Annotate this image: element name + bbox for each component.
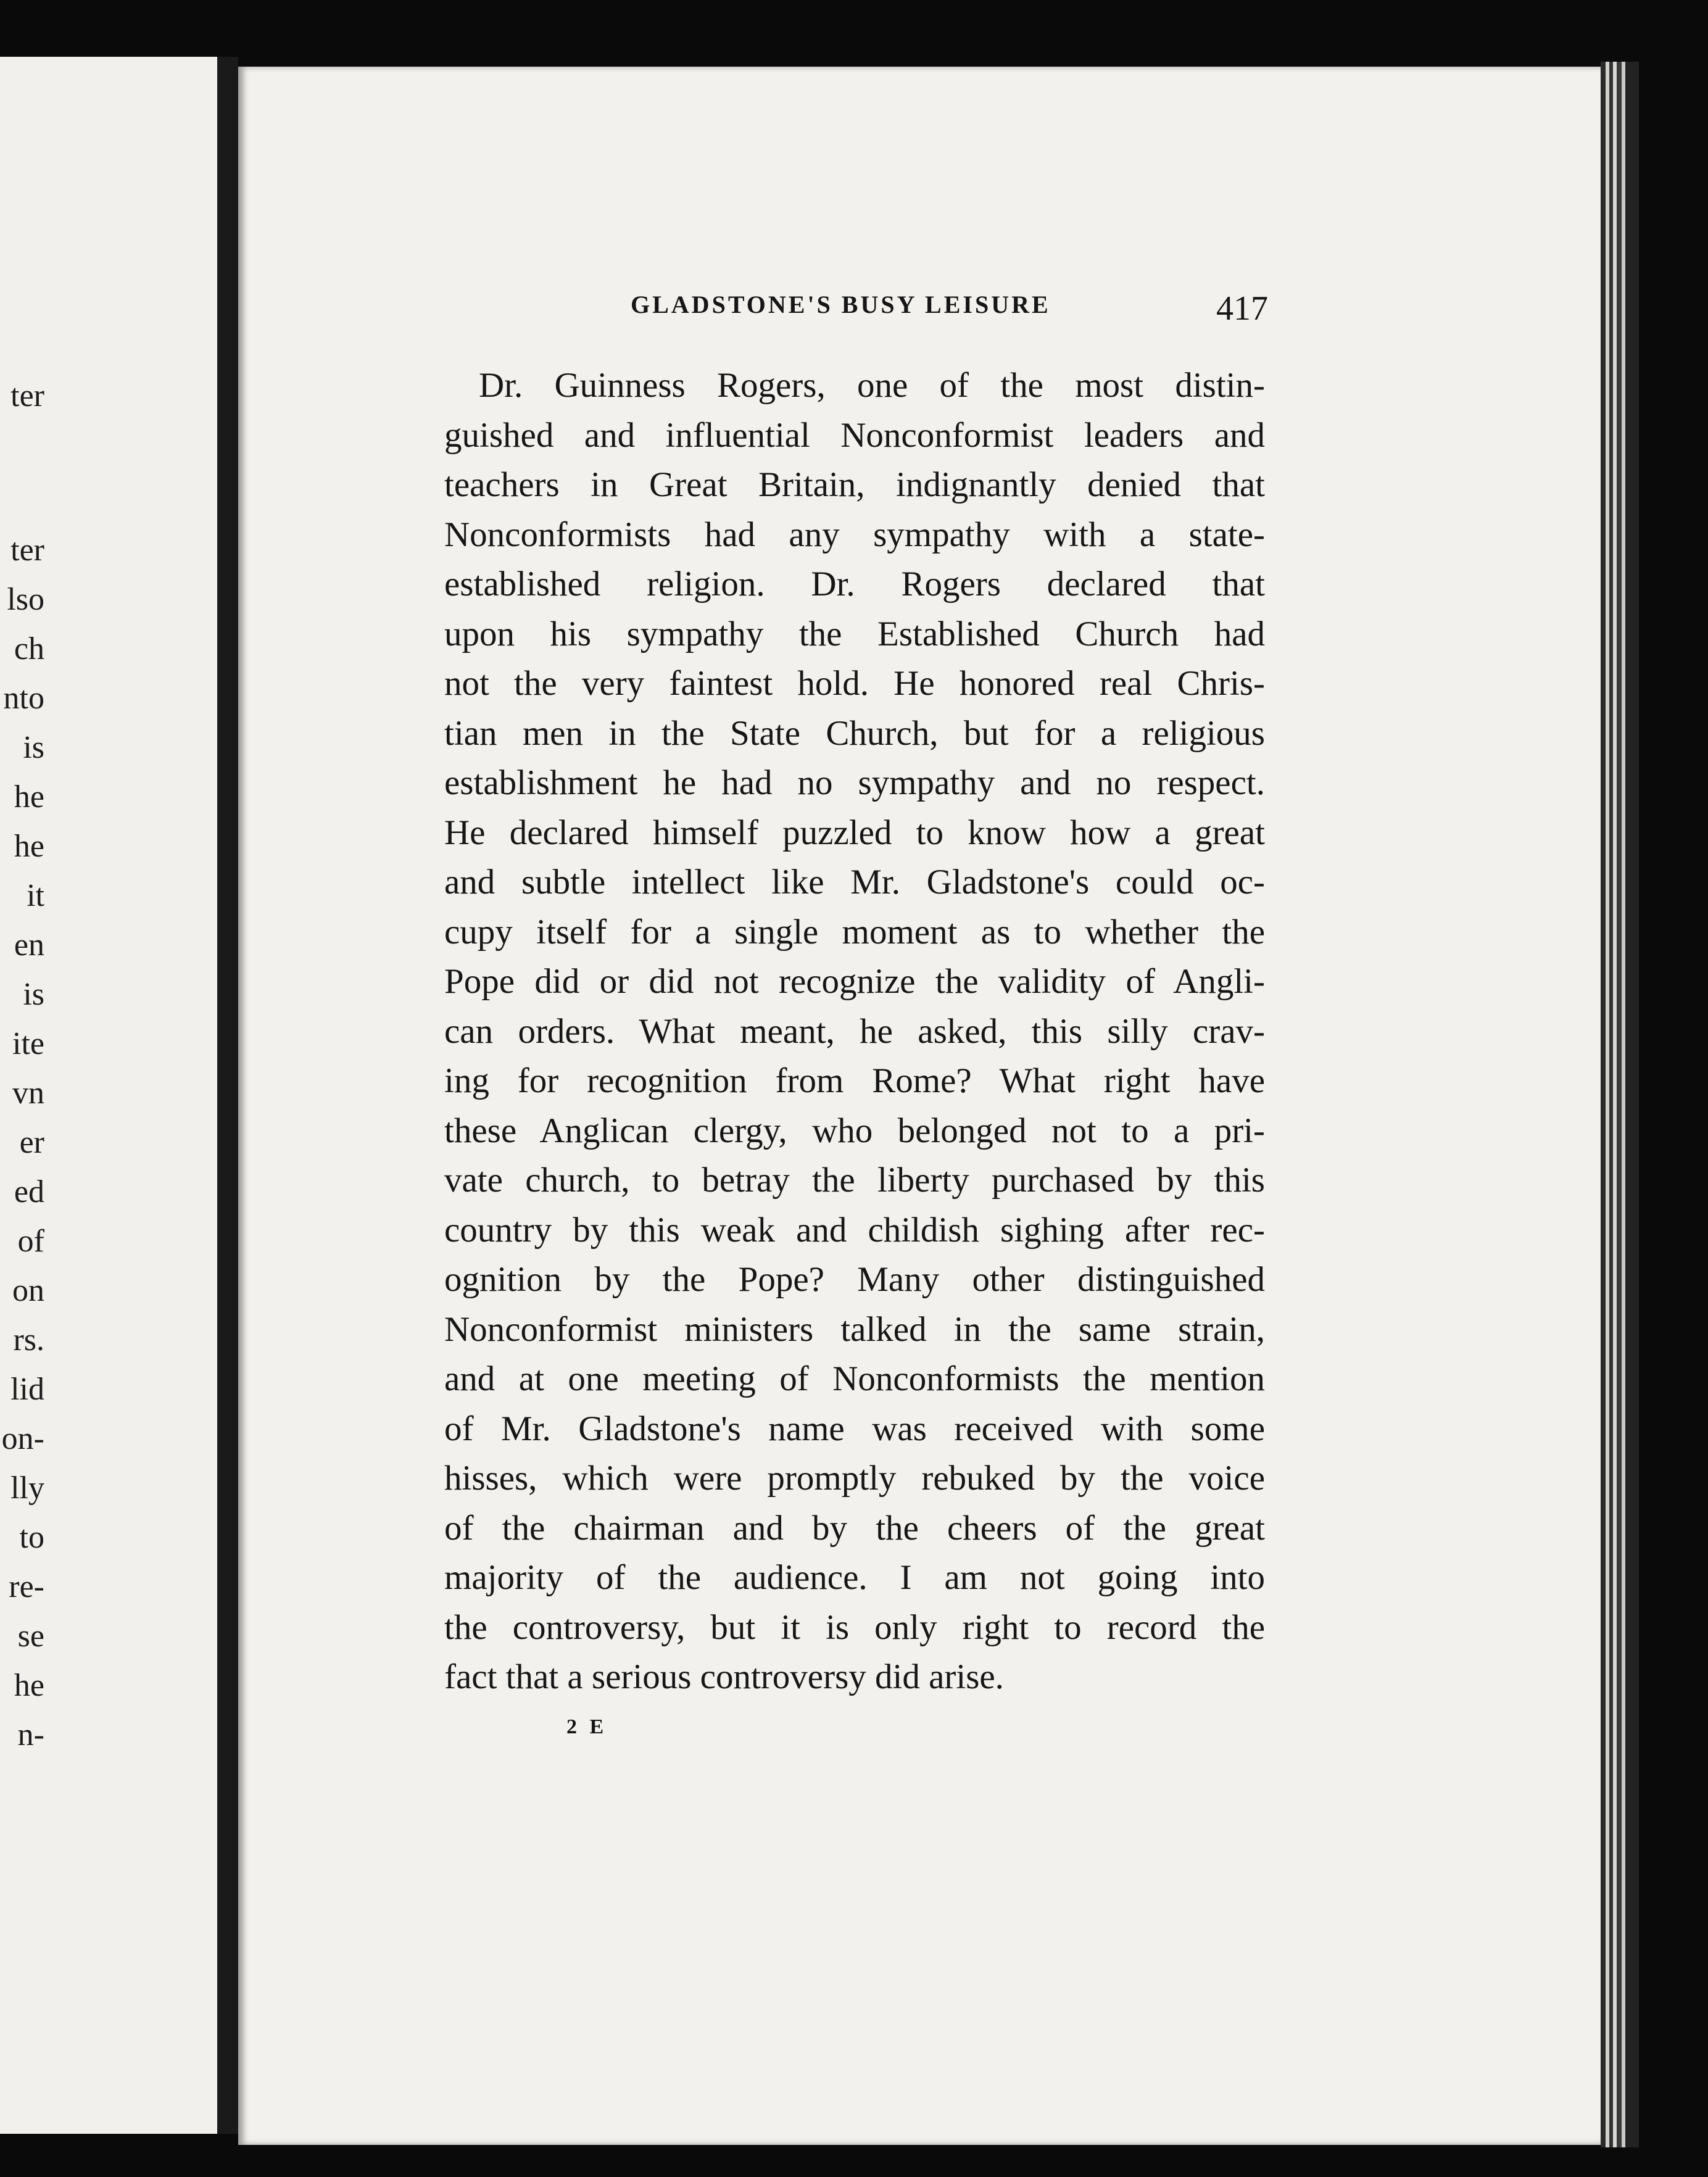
- text-line: teachers in Great Britain, indignantly denied that: [444, 465, 1265, 504]
- book-gutter: [217, 57, 238, 2134]
- facing-page-fragment: lid: [10, 1372, 44, 1407]
- text-line: country by this weak and childish sighing after rec-: [444, 1210, 1265, 1250]
- text-line: and subtle intellect like Mr. Gladstone's could oc-: [444, 863, 1265, 902]
- text-line: Dr. Guinness Rogers, one of the most distin-: [479, 366, 1265, 405]
- text-line: established religion. Dr. Rogers declared that: [444, 565, 1265, 603]
- text-line: cupy itself for a single moment as to whether the: [444, 912, 1265, 952]
- running-head: GLADSTONE'S BUSY LEISURE: [631, 291, 1051, 318]
- facing-page-fragment: nto: [3, 681, 44, 716]
- text-line: hisses, which were promptly rebuked by the voice: [444, 1459, 1265, 1498]
- facing-page-fragment: ter: [10, 378, 44, 413]
- facing-page-fragment: on-: [1, 1421, 44, 1456]
- text-line: the controversy, but it is only right to record the: [444, 1607, 1265, 1647]
- facing-page-fragment: er: [19, 1125, 44, 1160]
- facing-page-fragment: he: [14, 829, 44, 864]
- text-line: guished and influential Nonconformist leaders and: [444, 415, 1265, 455]
- text-line: can orders. What meant, he asked, this silly crav-: [444, 1011, 1265, 1051]
- facing-page-fragment: he: [14, 779, 44, 815]
- facing-page-fragment: en: [14, 927, 44, 963]
- facing-page-fragment: lso: [7, 582, 44, 617]
- facing-page-fragment: ite: [12, 1026, 44, 1061]
- facing-page-fragment: to: [19, 1520, 44, 1555]
- text-line: of the chairman and by the cheers of the great: [444, 1508, 1265, 1548]
- facing-page-fragment: re-: [9, 1569, 44, 1604]
- signature-mark: 2 E: [566, 1715, 608, 1738]
- text-line: Nonconformist ministers talked in the same strain,: [444, 1309, 1265, 1349]
- text-line: tian men in the State Church, but for a religious: [444, 713, 1265, 753]
- facing-page-fragment: on: [12, 1273, 44, 1308]
- page-number: 417: [1216, 289, 1268, 328]
- text-line: of Mr. Gladstone's name was received with some: [444, 1409, 1265, 1448]
- facing-page-fragment: ter: [10, 533, 44, 568]
- facing-page-fragment: vn: [12, 1076, 44, 1111]
- text-line: upon his sympathy the Established Church had: [444, 614, 1265, 653]
- facing-page-fragment: ed: [14, 1174, 44, 1209]
- facing-page-fragment: lly: [10, 1470, 44, 1506]
- text-line: Pope did or did not recognize the validity of Angli-: [444, 962, 1265, 1001]
- facing-page-fragment: n-: [17, 1717, 44, 1752]
- text-line: establishment he had no sympathy and no respect.: [444, 763, 1265, 802]
- text-line: Nonconformists had any sympathy with a state-: [444, 515, 1265, 554]
- text-line: not the very faintest hold. He honored real Chris-: [444, 664, 1265, 703]
- facing-page-fragment: it: [27, 878, 44, 913]
- text-line: ing for recognition from Rome? What right have: [444, 1061, 1265, 1100]
- text-line: vate church, to betray the liberty purchased by this: [444, 1161, 1265, 1200]
- facing-page-fragment: is: [23, 977, 44, 1012]
- text-line: He declared himself puzzled to know how a great: [444, 813, 1265, 852]
- facing-page: [0, 57, 217, 2134]
- text-line: ognition by the Pope? Many other distinguished: [444, 1260, 1265, 1299]
- text-line: fact that a serious controversy did arise.: [444, 1657, 1004, 1696]
- facing-page-fragment: is: [23, 730, 44, 765]
- facing-page-fragment: ch: [14, 631, 44, 666]
- text-line: majority of the audience. I am not going into: [444, 1558, 1265, 1597]
- facing-page-fragment: of: [17, 1224, 44, 1259]
- text-line: these Anglican clergy, who belonged not to a pri-: [444, 1111, 1265, 1150]
- facing-page-fragment: he: [14, 1668, 44, 1703]
- body-paragraph: [444, 361, 1265, 1702]
- page-edges: [1601, 62, 1639, 2147]
- text-line: and at one meeting of Nonconformists the mention: [444, 1359, 1265, 1398]
- facing-page-fragment: rs.: [13, 1322, 44, 1358]
- facing-page-fragment: se: [17, 1619, 44, 1654]
